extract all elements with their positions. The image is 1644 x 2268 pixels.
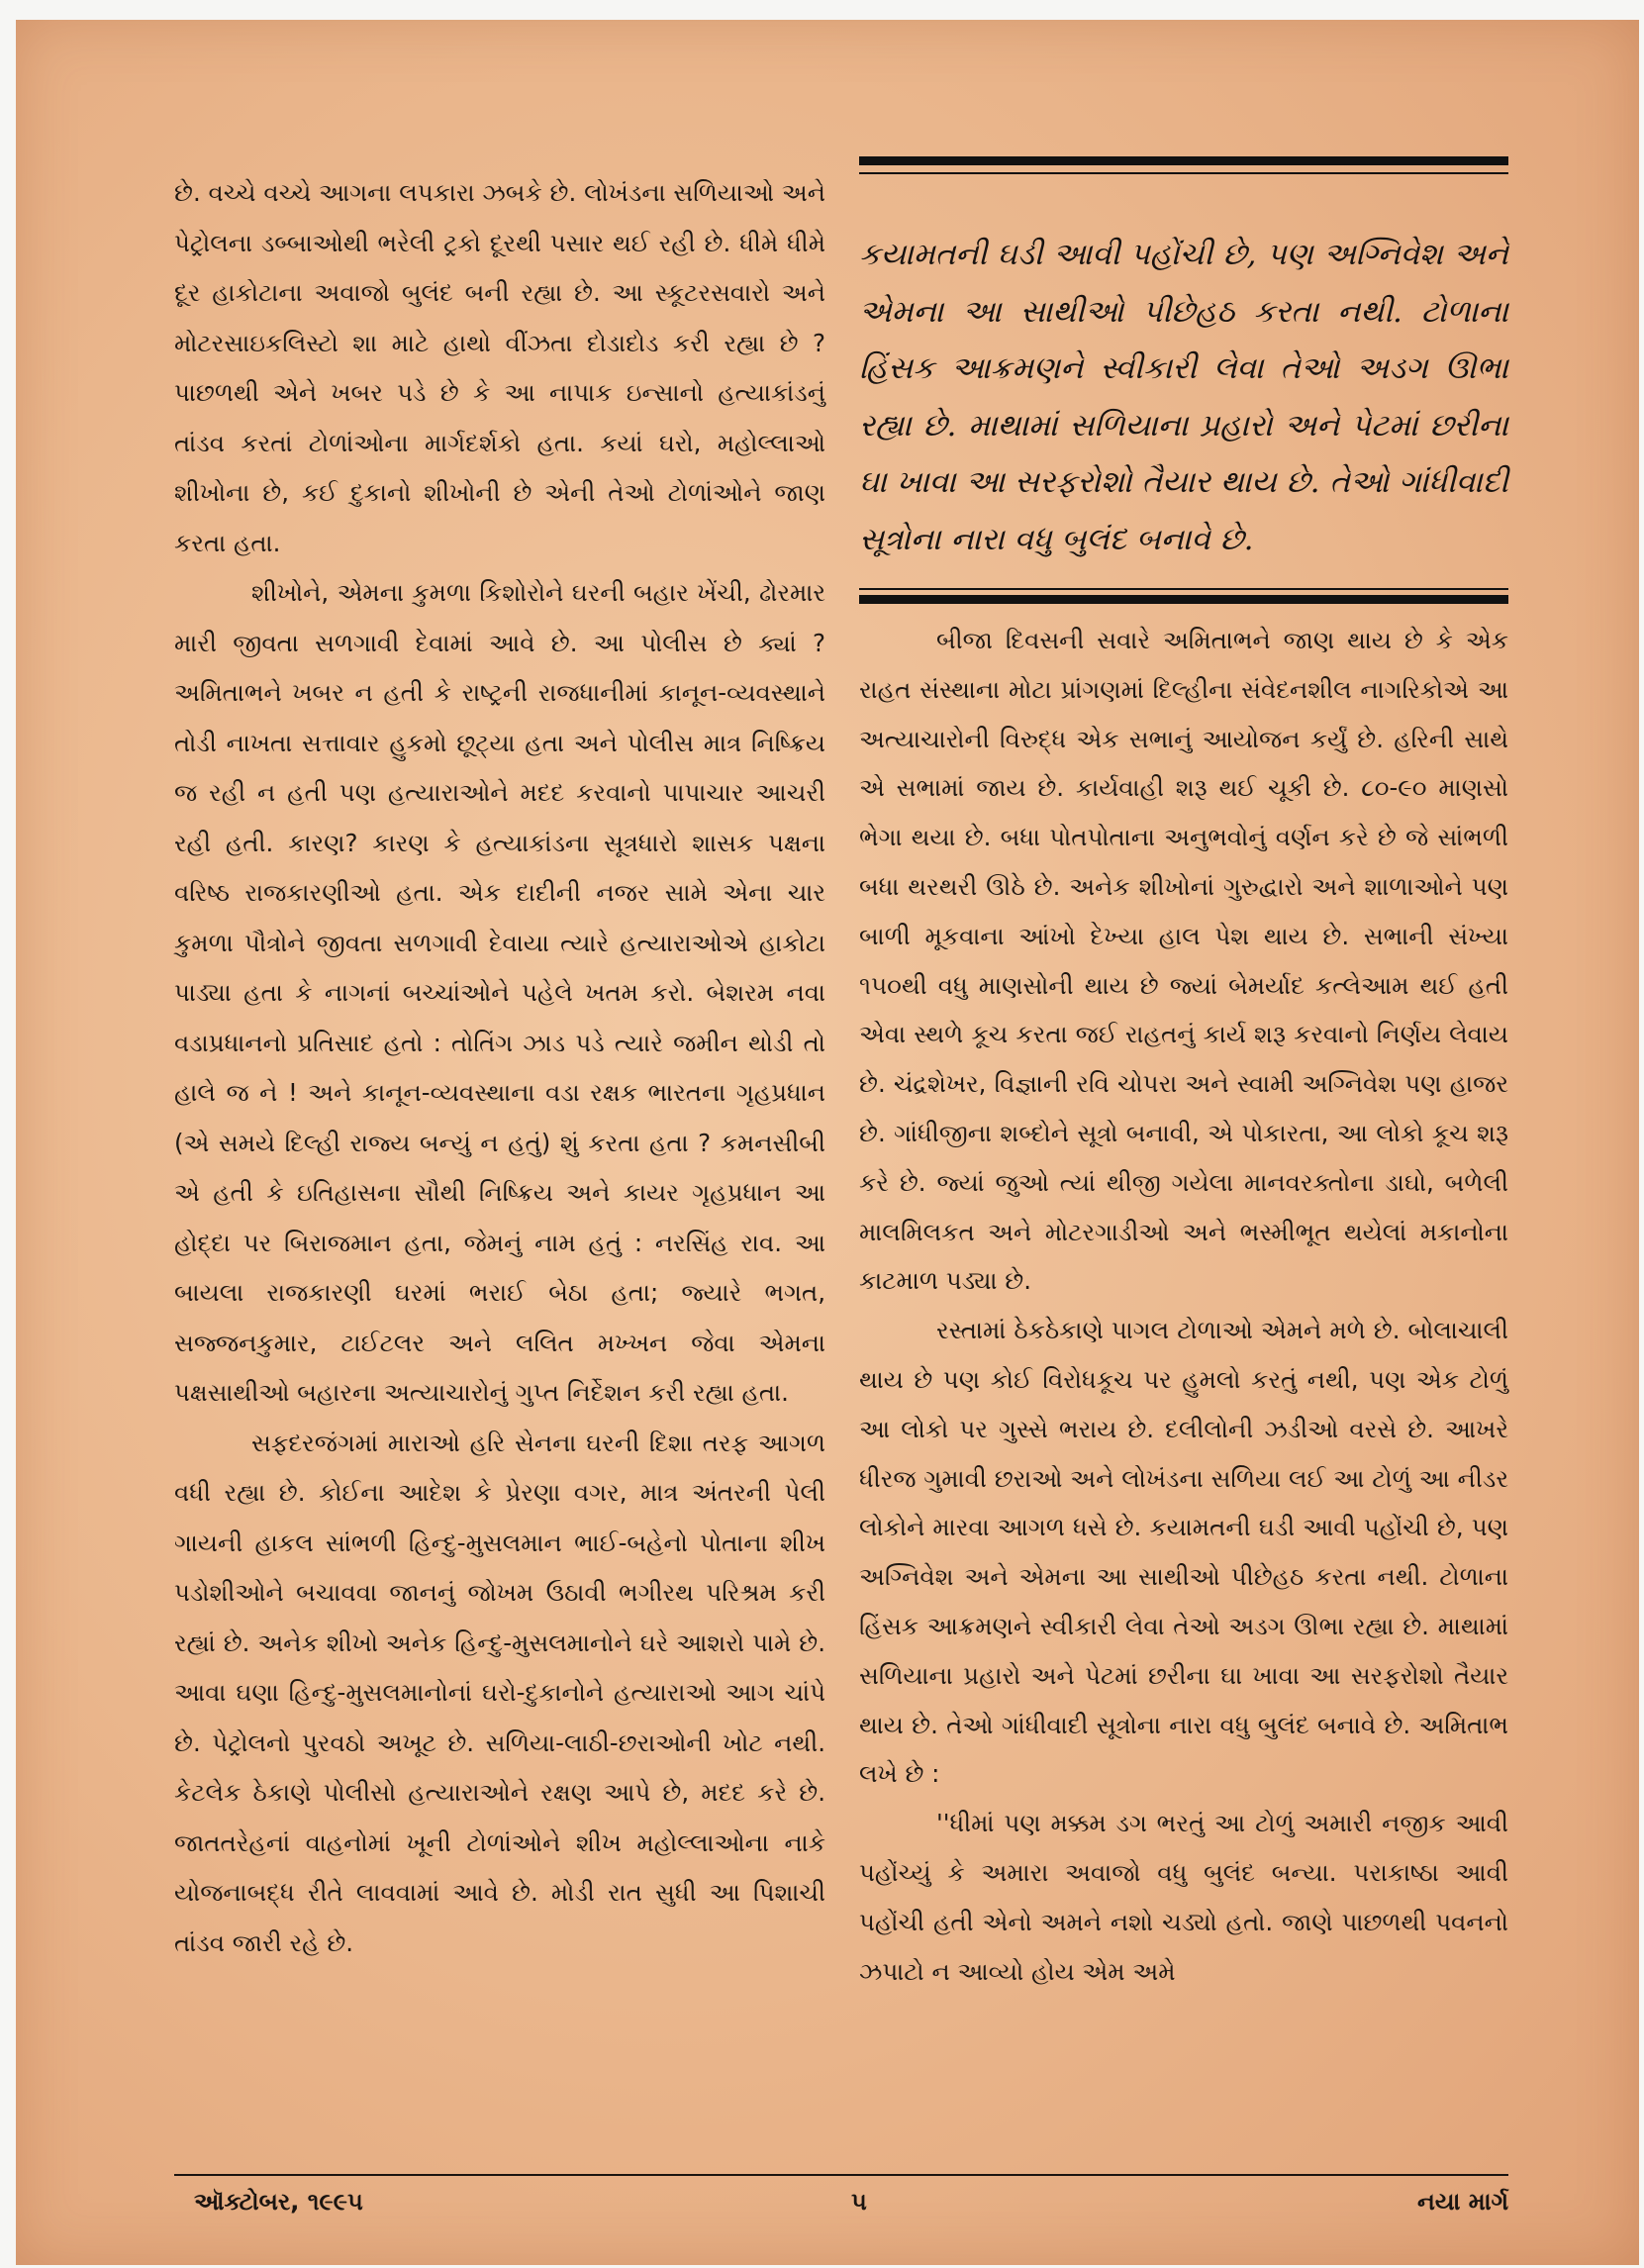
pullquote-bottom-thin-rule — [859, 588, 1508, 590]
body-paragraph: સફદરજંગમાં મારાઓ હરિ સેનના ઘરની દિશા તરફ આગળ વધી રહ્યા છે. કોઈના આદેશ કે પ્રેરણા વગર, માત્ર અંતરની પેલી ગાયની હાકલ સાંભળી હિન્દુ-મુસલમાન ભાઈ-બહેનો પોતાના શીખ પડોશીઓને બચાવવા જાનનું જોખમ ઉઠાવી ભગીરથ પરિશ્રમ કરી રહ્યાં છે. અનેક શીખો અનેક હિન્દુ-મુસલમાનોને ઘરે આશરો પામે છે. આવા ઘણા હિન્દુ-મુસલમાનોનાં ઘરો-દુકાનોને હત્યારાઓ આગ ચાંપે છે. પેટ્રોલનો પુરવઠો અખૂટ છે. સળિયા-લાઠી-છરાઓની ખોટ નથી. કેટલેક ઠેકાણે પોલીસો હત્યારાઓને રક્ષણ આપે છે, મદદ કરે છે. જાતતરેહનાં વાહનોમાં ખૂની ટોળાંઓને શીખ મહોલ્લાઓના નાકે યોજનાબદ્ધ રીતે લાવવામાં આવે છે. મોડી રાત સુધી આ પિશાચી તાંડવ જારી રહે છે. — [174, 1428, 825, 1957]
body-paragraph: ''ધીમાં પણ મક્કમ ડગ ભરતું આ ટોળું અમારી નજીક આવી પહોંચ્યું કે અમારા અવાજો વધુ બુલંદ બન્યા. પરાકાષ્ઠા આવી પહોંચી હતી એનો અમને નશો ચડ્યો હતો. જાણે પાછળથી પવનનો ઝપાટો ન આવ્યો હોય એમ અમે — [859, 1809, 1508, 1986]
body-paragraph: બીજા દિવસની સવારે અમિતાભને જાણ થાય છે કે એક રાહત સંસ્થાના મોટા પ્રાંગણમાં દિલ્હીના સંવેદનશીલ નાગરિકોએ આ અત્યાચારોની વિરુદ્ધ એક સભાનું આયોજન કર્યું છે. હરિની સાથે એ સભામાં જાય છે. કાર્યવાહી શરૂ થઈ ચૂકી છે. ૮૦-૯૦ માણસો ભેગા થયા છે. બધા પોતપોતાના અનુભવોનું વર્ણન કરે છે જે સાંભળી બધા થરથરી ઊઠે છે. અનેક શીખોનાં ગુરુદ્વારો અને શાળાઓને પણ બાળી મૂકવાના આંખો દેખ્યા હાલ પેશ થાય છે. સભાની સંખ્યા ૧૫૦થી વધુ માણસોની થાય છે જ્યાં બેમર્યાદ કત્લેઆમ થઈ હતી એવા સ્થળે કૂચ કરતા જઈ રાહતનું કાર્ય શરૂ કરવાનો નિર્ણય લેવાય છે. ચંદ્રશેખર, વિજ્ઞાની રવિ ચોપરા અને સ્વામી અગ્નિવેશ પણ હાજર છે. ગાંધીજીના શબ્દોને સૂત્રો બનાવી, એ પોકારતા, આ લોકો કૂચ શરૂ કરે છે. જ્યાં જુઓ ત્યાં થીજી ગયેલા માનવરક્તોના ડાઘો, બળેલી માલમિલકત અને મોટરગાડીઓ અને ભસ્મીભૂત થયેલાં મકાનોના કાટમાળ પડ્યા છે. — [859, 626, 1508, 1296]
left-column — [174, 168, 825, 1968]
page-number: ૫ — [851, 2188, 867, 2216]
pullquote-top-rule — [859, 156, 1508, 165]
pullquote-top-thin-rule — [859, 172, 1508, 174]
body-paragraph: શીખોને, એમના કુમળા કિશોરોને ઘરની બહાર ખેંચી, ઢોરમાર મારી જીવતા સળગાવી દેવામાં આવે છે. આ પોલીસ છે ક્યાં ? અમિતાભને ખબર ન હતી કે રાષ્ટ્રની રાજધાનીમાં કાનૂન-વ્યવસ્થાને તોડી નાખતા સત્તાવાર હુકમો છૂટ્યા હતા અને પોલીસ માત્ર નિષ્ક્રિય જ રહી ન હતી પણ હત્યારાઓને મદદ કરવાનો પાપાચાર આચરી રહી હતી. કારણ? કારણ કે હત્યાકાંડના સૂત્રધારો શાસક પક્ષના વરિષ્ઠ રાજકારણીઓ હતા. એક દાદીની નજર સામે એના ચાર કુમળા પૌત્રોને જીવતા સળગાવી દેવાયા ત્યારે હત્યારાઓએ હાકોટા પાડ્યા હતા કે નાગનાં બચ્ચાંઓને પહેલે ખતમ કરો. બેશરમ નવા વડાપ્રધાનનો પ્રતિસાદ હતો : તોતિંગ ઝાડ પડે ત્યારે જમીન થોડી તો હાલે જ ને ! અને કાનૂન-વ્યવસ્થાના વડા રક્ષક ભારતના ગૃહપ્રધાન (એ સમયે દિલ્હી રાજ્ય બન્યું ન હતું) શું કરતા હતા ? કમનસીબી એ હતી કે ઇતિહાસના સૌથી નિષ્ક્રિય અને કાયર ગૃહપ્રધાન આ હોદ્દા પર બિરાજમાન હતા, જેમનું નામ હતું : નરસિંહ રાવ. આ બાયલા રાજકારણી ઘરમાં ભરાઈ બેઠા હતા; જ્યારે ભગત, સજ્જનકુમાર, ટાઈટલર અને લલિત મખ્ખન જેવા એમના પક્ષસાથીઓ બહારના અત્યાચારોનું ગુપ્ત નિર્દેશન કરી રહ્યા હતા. — [174, 578, 825, 1407]
footer-rule — [174, 2174, 1508, 2176]
body-paragraph: છે. વચ્ચે વચ્ચે આગના લપકારા ઝબકે છે. લોખંડના સળિયાઓ અને પેટ્રોલના ડબ્બાઓથી ભરેલી ટ્રકો દૂરથી પસાર થઈ રહી છે. ધીમે ધીમે દૂર હાકોટાના અવાજો બુલંદ બની રહ્યા છે. આ સ્કૂટરસવારો અને મોટરસાઇકલિસ્ટો શા માટે હાથો વીંઝતા દોડાદોડ કરી રહ્યા છે ? પાછળથી એને ખબર પડે છે કે આ નાપાક ઇન્સાનો હત્યાકાંડનું તાંડવ કરતાં ટોળાંઓના માર્ગદર્શકો હતા. કયાં ઘરો, મહોલ્લાઓ શીખોના છે, કઈ દુકાનો શીખોની છે એની તેઓ ટોળાંઓને જાણ કરતા હતા. — [174, 178, 825, 557]
magazine-name: નયા માર્ગ — [1417, 2188, 1509, 2216]
footer-date: ઑક્ટોબર, ૧૯૯૫ — [194, 2188, 363, 2216]
pullquote-bottom-rule — [859, 595, 1508, 604]
body-paragraph: રસ્તામાં ઠેકઠેકાણે પાગલ ટોળાઓ એમને મળે છે. બોલાચાલી થાય છે પણ કોઈ વિરોધકૂચ પર હુમલો કરતું નથી, પણ એક ટોળું આ લોકો પર ગુસ્સે ભરાય છે. દલીલોની ઝડીઓ વરસે છે. આખરે ધીરજ ગુમાવી છરાઓ અને લોખંડના સળિયા લઈ આ ટોળું આ નીડર લોકોને મારવા આગળ ધસે છે. કયામતની ઘડી આવી પહોંચી છે, પણ અગ્નિવેશ અને એમના આ સાથીઓ પીછેહઠ કરતા નથી. ટોળાના હિંસક આક્રમણને સ્વીકારી લેવા તેઓ અડગ ઊભા રહ્યા છે. માથામાં સળિયાના પ્રહારો અને પેટમાં છરીના ઘા ખાવા આ સરફરોશો તૈયાર થાય છે. તેઓ ગાંધીવાદી સૂત્રોના નારા વધુ બુલંદ બનાવે છે. અમિતાભ લખે છે : — [859, 1316, 1508, 1789]
right-column — [859, 616, 1508, 1996]
pull-quote: કયામતની ઘડી આવી પહોંચી છે, પણ અગ્નિવેશ અને એમના આ સાથીઓ પીછેહઠ કરતા નથી. ટોળાના હિંસક આક્રમણને સ્વીકારી લેવા તેઓ અડગ ઊભા રહ્યા છે. માથામાં સળિયાના પ્રહારો અને પેટમાં છરીના ઘા ખાવા આ સરફરોશો તૈયાર થાય છે. તેઓ ગાંધીવાદી સૂત્રોના નારા વધુ બુલંદ બનાવે છે. — [859, 237, 1508, 557]
